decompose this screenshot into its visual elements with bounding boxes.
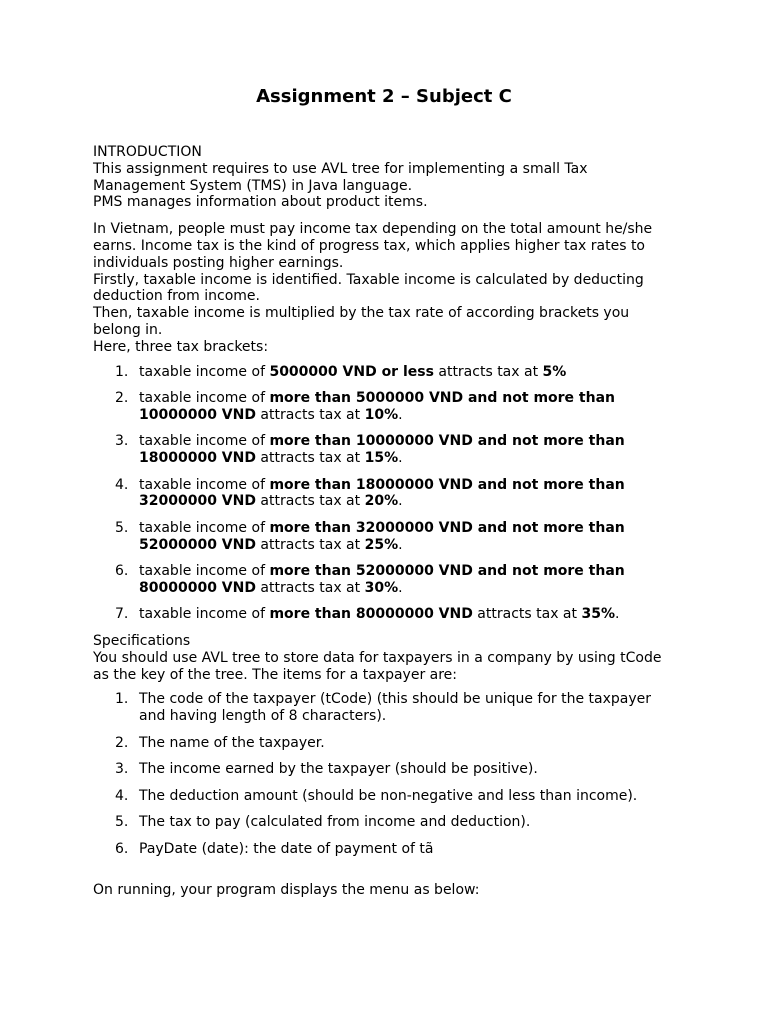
list-number: 1. [115,691,129,708]
list-number: 2. [115,390,129,407]
list-number: 4. [115,787,129,804]
bracket-text: . [398,406,403,423]
bracket-text: attracts tax at [255,536,365,553]
list-item [93,691,675,725]
intro-line: PMS manages information about product items. [93,194,428,211]
list-number: 3. [115,761,129,778]
bracket-range: more than 80000000 VND [269,606,473,623]
document-body [93,144,675,899]
bracket-text: attracts tax at [255,450,365,467]
bracket-text: . [398,579,403,596]
bracket-text: taxable income of [139,476,270,493]
bracket-text: taxable income of [139,519,270,536]
list-item [93,788,675,805]
spec-item-text: The code of the taxpayer (tCode) (this should be unique for the taxpayer and having length of 8 characters). [139,691,651,725]
bracket-rate: 10% [364,406,399,423]
list-item [93,563,675,597]
list-item [93,433,675,467]
bracket-text: . [398,450,403,467]
list-item [93,814,675,831]
bracket-text: taxable income of [139,363,270,380]
bracket-range: more than 18000000 VND and not more than 32000000 VND [139,476,625,510]
bracket-rate: 35% [581,606,615,623]
bracket-text: . [398,536,403,553]
list-number: 6. [115,840,129,857]
spec-heading: Specifications [93,632,191,649]
list-item [93,477,675,511]
bracket-text: attracts tax at [472,606,582,623]
list-item [93,735,675,752]
bracket-text: . [614,606,620,623]
list-item [93,606,675,623]
list-number: 5. [115,814,129,831]
tax-paragraph: Then, taxable income is multiplied by the tax rate of according brackets you belong in. [93,305,630,338]
tax-paragraph: Here, three tax brackets: [93,338,269,355]
bracket-range: more than 32000000 VND and not more than 52000000 VND [139,519,625,553]
bracket-range: 5000000 VND or less [269,363,434,380]
bracket-text: attracts tax at [255,406,365,423]
list-item [93,841,675,858]
bracket-text: . [398,493,403,510]
document-title: Assignment 2 – Subject C [256,86,512,107]
bracket-rate: 30% [364,579,399,596]
list-item [93,761,675,778]
list-number: 7. [115,606,129,623]
bracket-text: taxable income of [139,606,270,623]
bracket-text: taxable income of [139,390,270,407]
list-number: 4. [115,476,129,493]
taxpayer-items-list [93,691,675,857]
tax-paragraph: Firstly, taxable income is identified. Taxable income is calculated by deducting deduction from income. [93,271,644,305]
intro-line: This assignment requires to use AVL tree for implementing a small Tax Management System (TMS) in Java language. [93,160,588,194]
bracket-text: taxable income of [139,563,270,580]
bracket-rate: 25% [364,536,399,553]
tax-paragraph: In Vietnam, people must pay income tax depending on the total amount he/she earns. Income tax is the kind of progress tax, which applies higher tax rates to individuals posting higher earnings. [93,221,653,271]
bracket-text: attracts tax at [255,493,365,510]
list-number: 1. [115,363,129,380]
bracket-range: more than 52000000 VND and not more than 80000000 VND [139,563,625,596]
bracket-range: more than 10000000 VND and not more than 18000000 VND [139,433,625,467]
menu-intro-line: On running, your program displays the menu as below: [93,882,480,899]
bracket-text: attracts tax at [433,363,543,380]
bracket-rate: 20% [364,493,399,510]
list-number: 6. [115,563,129,580]
bracket-text: attracts tax at [255,579,365,596]
bracket-range: more than 5000000 VND and not more than 10000000 VND [139,390,616,423]
list-item [93,520,675,554]
list-number: 5. [115,519,129,536]
spec-item-text: PayDate (date): the date of payment of tã [139,840,434,857]
spec-text: You should use AVL tree to store data for taxpayers in a company by using tCode as the key of the tree. The items for a taxpayer are: [93,649,662,683]
list-item [93,364,675,381]
bracket-text: taxable income of [139,433,270,450]
spec-item-text: The income earned by the taxpayer (should be positive). [139,761,538,778]
spec-item-text: The name of the taxpayer. [139,734,325,751]
spec-item-text: The tax to pay (calculated from income and deduction). [139,814,531,831]
tax-brackets-list [93,364,675,624]
list-number: 3. [115,433,129,450]
bracket-rate: 15% [364,450,399,467]
spec-item-text: The deduction amount (should be non-negative and less than income). [139,787,638,804]
intro-heading: INTRODUCTION [93,144,202,160]
list-number: 2. [115,734,129,751]
bracket-rate: 5% [542,363,567,380]
list-item [93,390,675,424]
